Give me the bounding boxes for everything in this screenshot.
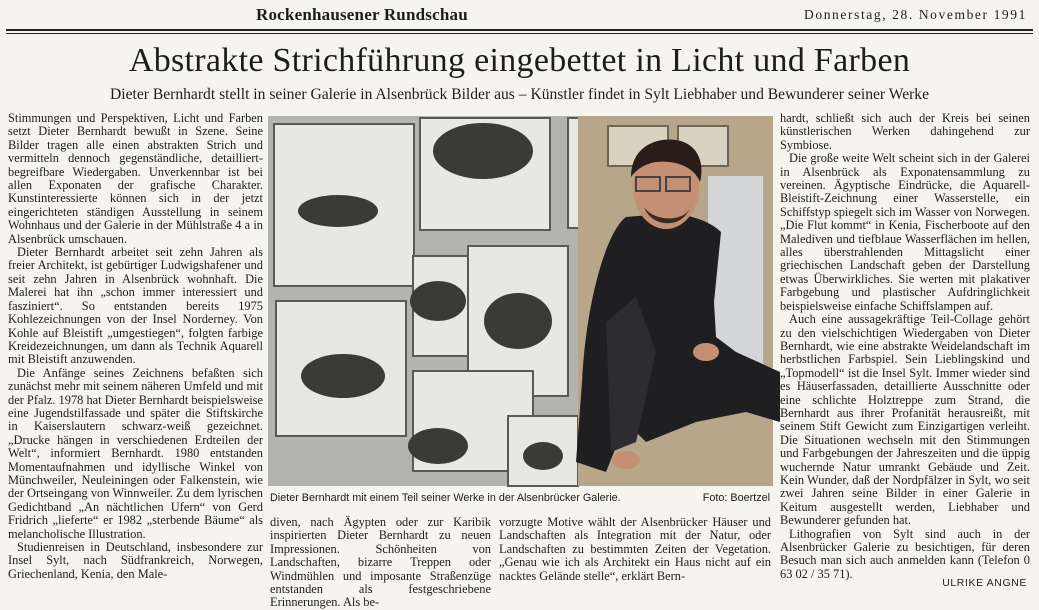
- paragraph: Dieter Bernhardt arbeitet seit zehn Jahren als freier Architekt, ist gebürtiger Ludwigshafener und seit zehn Jahren in Alsenbrück wohnhaft. Die Malerei hat ihn „schon immer interessiert und fasziniert“. So entstanden bereits 1975 Kohlezeichnungen von der Insel Norderney. Von Kohle auf Bleistift „umgestiegen“, folgten farbige Kreidezeichnungen, um dann als Technik Aquarell mit Bleistift anzuwenden.: [8, 245, 263, 367]
- paragraph: Lithografien von Sylt sind auch in der Alsenbrücker Galerie zu besichtigen, für deren Besuch man sich auch anmelden kann (Telefon 0 63 02 / 35 71).: [780, 526, 1030, 581]
- paragraph: vorzugte Motive wählt der Alsenbrücker Häuser und Landschaften als Integration mit der Natur, oder Landschaften zu bestimmten Zeiten der Vegetation. „Genau wie ich als Architekt ein Haus nicht auf ein nacktes Gelände stelle“, erklärt Bern-: [499, 515, 771, 583]
- photo-caption: Dieter Bernhardt mit einem Teil seiner Werke in der Alsenbrücker Galerie.: [270, 492, 621, 504]
- artist-portrait: [566, 122, 784, 482]
- masthead: [0, 0, 1039, 30]
- article-subheadline: Dieter Bernhardt stellt in seiner Galerie in Alsenbrück Bilder aus – Künstler findet in Sylt Liebhaber und Bewunderer seiner Werke: [109, 86, 930, 103]
- newspaper-name: Rockenhausener Rundschau: [256, 5, 468, 24]
- paragraph: Die Anfänge seines Zeichnens befaßten sich zunächst mehr mit seinem näheren Umfeld und mit der Pfalz. 1978 hat Dieter Bernhardt beispielsweise eine Jugendstilfassade und später die Stiftskirche in Kaiserslautern schwarz-weiß gezeichnet. „Drucke hängen in verschiedenen Erdteilen der Welt“, informiert Bernhardt. 1980 entstanden Momentaufnahmen und idyllische Winkel von Münchweiler, Neuleiningen oder Falkenstein, wie der Ortseingang von Winnweiler. Zu dem lyrischen Gedichtband „An nächtlichen Ufern“ von Gerd Fridrich „lieferte“ er 1982 „sterbende Bäume“ als melancholische Illustration.: [8, 365, 263, 541]
- article-column-4: [780, 111, 1030, 581]
- article-column-2: [270, 515, 491, 610]
- masthead-rule: [6, 29, 1033, 31]
- author-byline: ULRIKE ANGNE: [942, 577, 1027, 589]
- masthead-rule-thin: [6, 33, 1033, 34]
- paragraph: Studienreisen in Deutschland, insbesondere zur Insel Sylt, nach Südfrankreich, Norwegen, Griechenland, Kenia, den Male-: [8, 540, 263, 581]
- issue-date: Donnerstag, 28. November 1991: [804, 7, 1027, 22]
- paragraph: Auch eine aussagekräftige Teil-Collage gehört zu den vielschichtigen Wiedergaben von Dieter Bernhardt, wie eine abstrakte Weidelandschaft im herbstlichen Farbspiel. Sein Lieblingskind und „Topmodell“ ist die Insel Sylt. Immer wieder sind es Häuserfassaden, detaillierte Ausschnitte oder eine schlichte Holztreppe zum Strand, die Bernhardt aus ihrer Profanität herausreißt, mit seinem Stift Gewicht zum Einzigartigen verleiht. Die Situationen wechseln mit den Stimmungen und Farbgebungen der Jahreszeiten und die üppig wuchernde Natur umrankt Gebäude und Zeit. Kein Wunder, daß der Nordpfälzer in Sylt, wo seit zwei Jahren seine Bilder in einer Galerie in Keitum ausgestellt werden, Liebhaber und Bewunderer gefunden hat.: [780, 312, 1030, 528]
- paragraph: Die große weite Welt scheint sich in der Galerei in Alsenbrück als Exponatensammlung zu vereinen. Ägyptische Eindrücke, die Aquarell-Bleistift-Zeichnung einer Wasserstelle, ein Schiffstyp spiegelt sich im Wasser von Norwegen. „Die Flut kommt“ in Kenia, Fischerboote auf den Malediven und tiefblaue Wasserflächen im hellen, alles überstrahlenden Mittagslicht einer griechischen Landschaft geben der Darstellung etwas Überwirkliches. Sie werten mit plakativer Farbgebung und plastischer Aufdringlichkeit beispielsweise einfache Schiffslampen auf.: [780, 151, 1030, 313]
- article-column-1: [8, 112, 263, 594]
- paragraph: Stimmungen und Perspektiven, Licht und Farben setzt Dieter Bernhardt bewußt in Szene. Seine Bilder tragen alle einen abstrakten Strich und vermitteln dennoch gegenständliche, detailliert-begreifbare Wiedergaben. Unverkennbar ist bei allen Exponaten der grafische Charakter. Kunstinteressierte können sich in der jetzt eingerichteten ständigen Ausstellung in seinem Wohnhaus und der Galerie in der Mühlstraße 4 a in Alsenbrück umschauen.: [8, 111, 263, 246]
- paragraph: diven, nach Ägypten oder zur Karibik inspirierten Dieter Bernhardt zu neuen Impressionen. Schönheiten von Landschaften, bizarre Treppen oder Windmühlen und imposante Straßenzüge entstanden als festgeschriebene Erinnerungen. Als be-: [270, 515, 491, 610]
- photo-credit: Foto: Boertzel: [702, 492, 770, 504]
- article-column-3: [499, 516, 771, 594]
- paragraph: hardt, schließt sich auch der Kreis bei seinen künstlerischen Werken dahingehend zur Symbiose.: [780, 111, 1030, 152]
- photo-caption-bar: [270, 492, 770, 504]
- article-headline: Abstrakte Strichführung eingebettet in Licht und Farben: [128, 42, 911, 79]
